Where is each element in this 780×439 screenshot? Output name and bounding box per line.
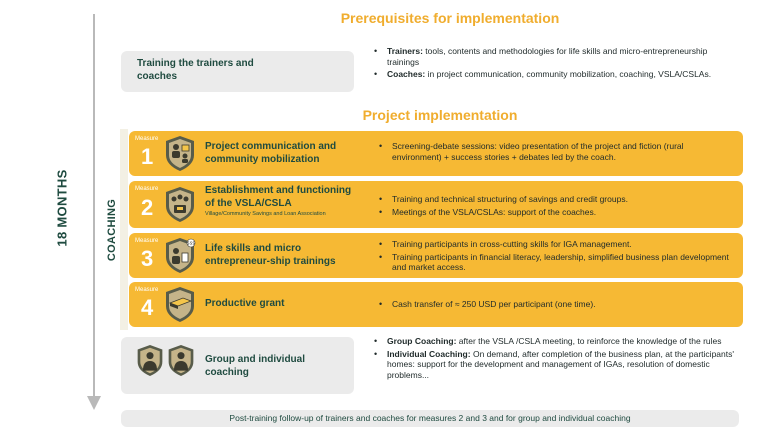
bullet-item: • Screening-debate sessions: video presentation of the project and fiction (rural environment) + success stories + debates led by the coach.	[378, 141, 733, 162]
measure-number: 2	[141, 195, 154, 220]
bullet-item: • Training participants in financial literacy, leadership, simplified business plan development and market access.	[378, 252, 733, 273]
measure-number: 4	[141, 295, 154, 320]
measure-1-box	[129, 131, 743, 176]
prerequisites-box-label: Training the trainers and coaches	[137, 58, 254, 82]
measure-2-subtitle: Village/Community Savings and Loan Association	[205, 211, 326, 217]
bullet-item: • Cash transfer of ≈ 250 USD per participant (one time).	[378, 299, 733, 310]
bullet-item: • Training and technical structuring of savings and credit groups.	[378, 194, 733, 205]
timeline-line	[93, 14, 95, 399]
measure-2-bullets	[378, 194, 733, 219]
measure-3-box	[129, 233, 743, 278]
measure-2-box	[129, 181, 743, 228]
coaching-box-title: Group and individual coaching	[205, 354, 305, 378]
coaching-band	[120, 129, 128, 330]
savings-group-icon	[163, 186, 197, 223]
coaching-label: COACHING	[106, 198, 118, 262]
measure-4-box	[129, 282, 743, 327]
measure-4-bullets	[378, 299, 733, 312]
coaching-bullets	[373, 336, 738, 382]
measure-number: 1	[141, 144, 154, 169]
measure-2-title: Establishment and functioning of the VSLA/CSLA	[205, 185, 352, 209]
prerequisites-title: Prerequisites for implementation	[340, 10, 560, 26]
coaching-box	[121, 337, 354, 394]
bullet-group-coaching: • Group Coaching: after the VSLA /CSLA meeting, to reinforce the knowledge of the rules	[373, 336, 738, 347]
prerequisites-box	[121, 51, 354, 92]
measure-3-title: Life skills and micro entrepreneur-ship trainings	[205, 243, 336, 267]
measure-4-title: Productive grant	[205, 298, 285, 309]
timeline-arrow-head	[87, 396, 101, 410]
bullet-item: • Meetings of the VSLA/CSLAs: support of the coaches.	[378, 207, 733, 218]
productive-grant-icon	[163, 286, 197, 323]
group-coach-icon	[135, 344, 165, 377]
svg-text:$$$: $$$	[187, 240, 195, 246]
measure-3-bullets	[378, 239, 733, 275]
measure-word: Measure	[135, 186, 159, 192]
bullet-coaches: • Coaches: in project communication, community mobilization, coaching, VSLA/CSLAs.	[373, 69, 718, 80]
measure-1-title: Project communication and community mobilization	[205, 141, 337, 165]
measure-word: Measure	[135, 238, 159, 244]
measure-1-bullets	[378, 141, 733, 164]
measure-word: Measure	[135, 136, 159, 142]
bullet-individual-coaching: • Individual Coaching: On demand, after completion of the business plan, at the participants' homes: support for the development and management of IGAs, resolution of domestic problems...	[373, 349, 738, 381]
follow-up-footer: Post-training follow-up of trainers and coaches for measures 2 and 3 and for group and individual coaching	[121, 410, 739, 427]
bullet-item: • Training participants in cross-cutting skills for IGA management.	[378, 239, 733, 250]
implementation-title: Project implementation	[362, 107, 518, 123]
community-mobilization-icon	[163, 135, 197, 172]
individual-coach-icon	[166, 344, 196, 377]
measure-word: Measure	[135, 287, 159, 293]
life-skills-training-icon	[163, 237, 197, 274]
measure-number: 3	[141, 246, 154, 271]
prerequisites-bullets	[373, 46, 718, 82]
duration-label: 18 MONTHS	[54, 169, 70, 247]
bullet-trainers: • Trainers: tools, contents and methodologies for life skills and micro-entrepreneurship trainings	[373, 46, 718, 67]
